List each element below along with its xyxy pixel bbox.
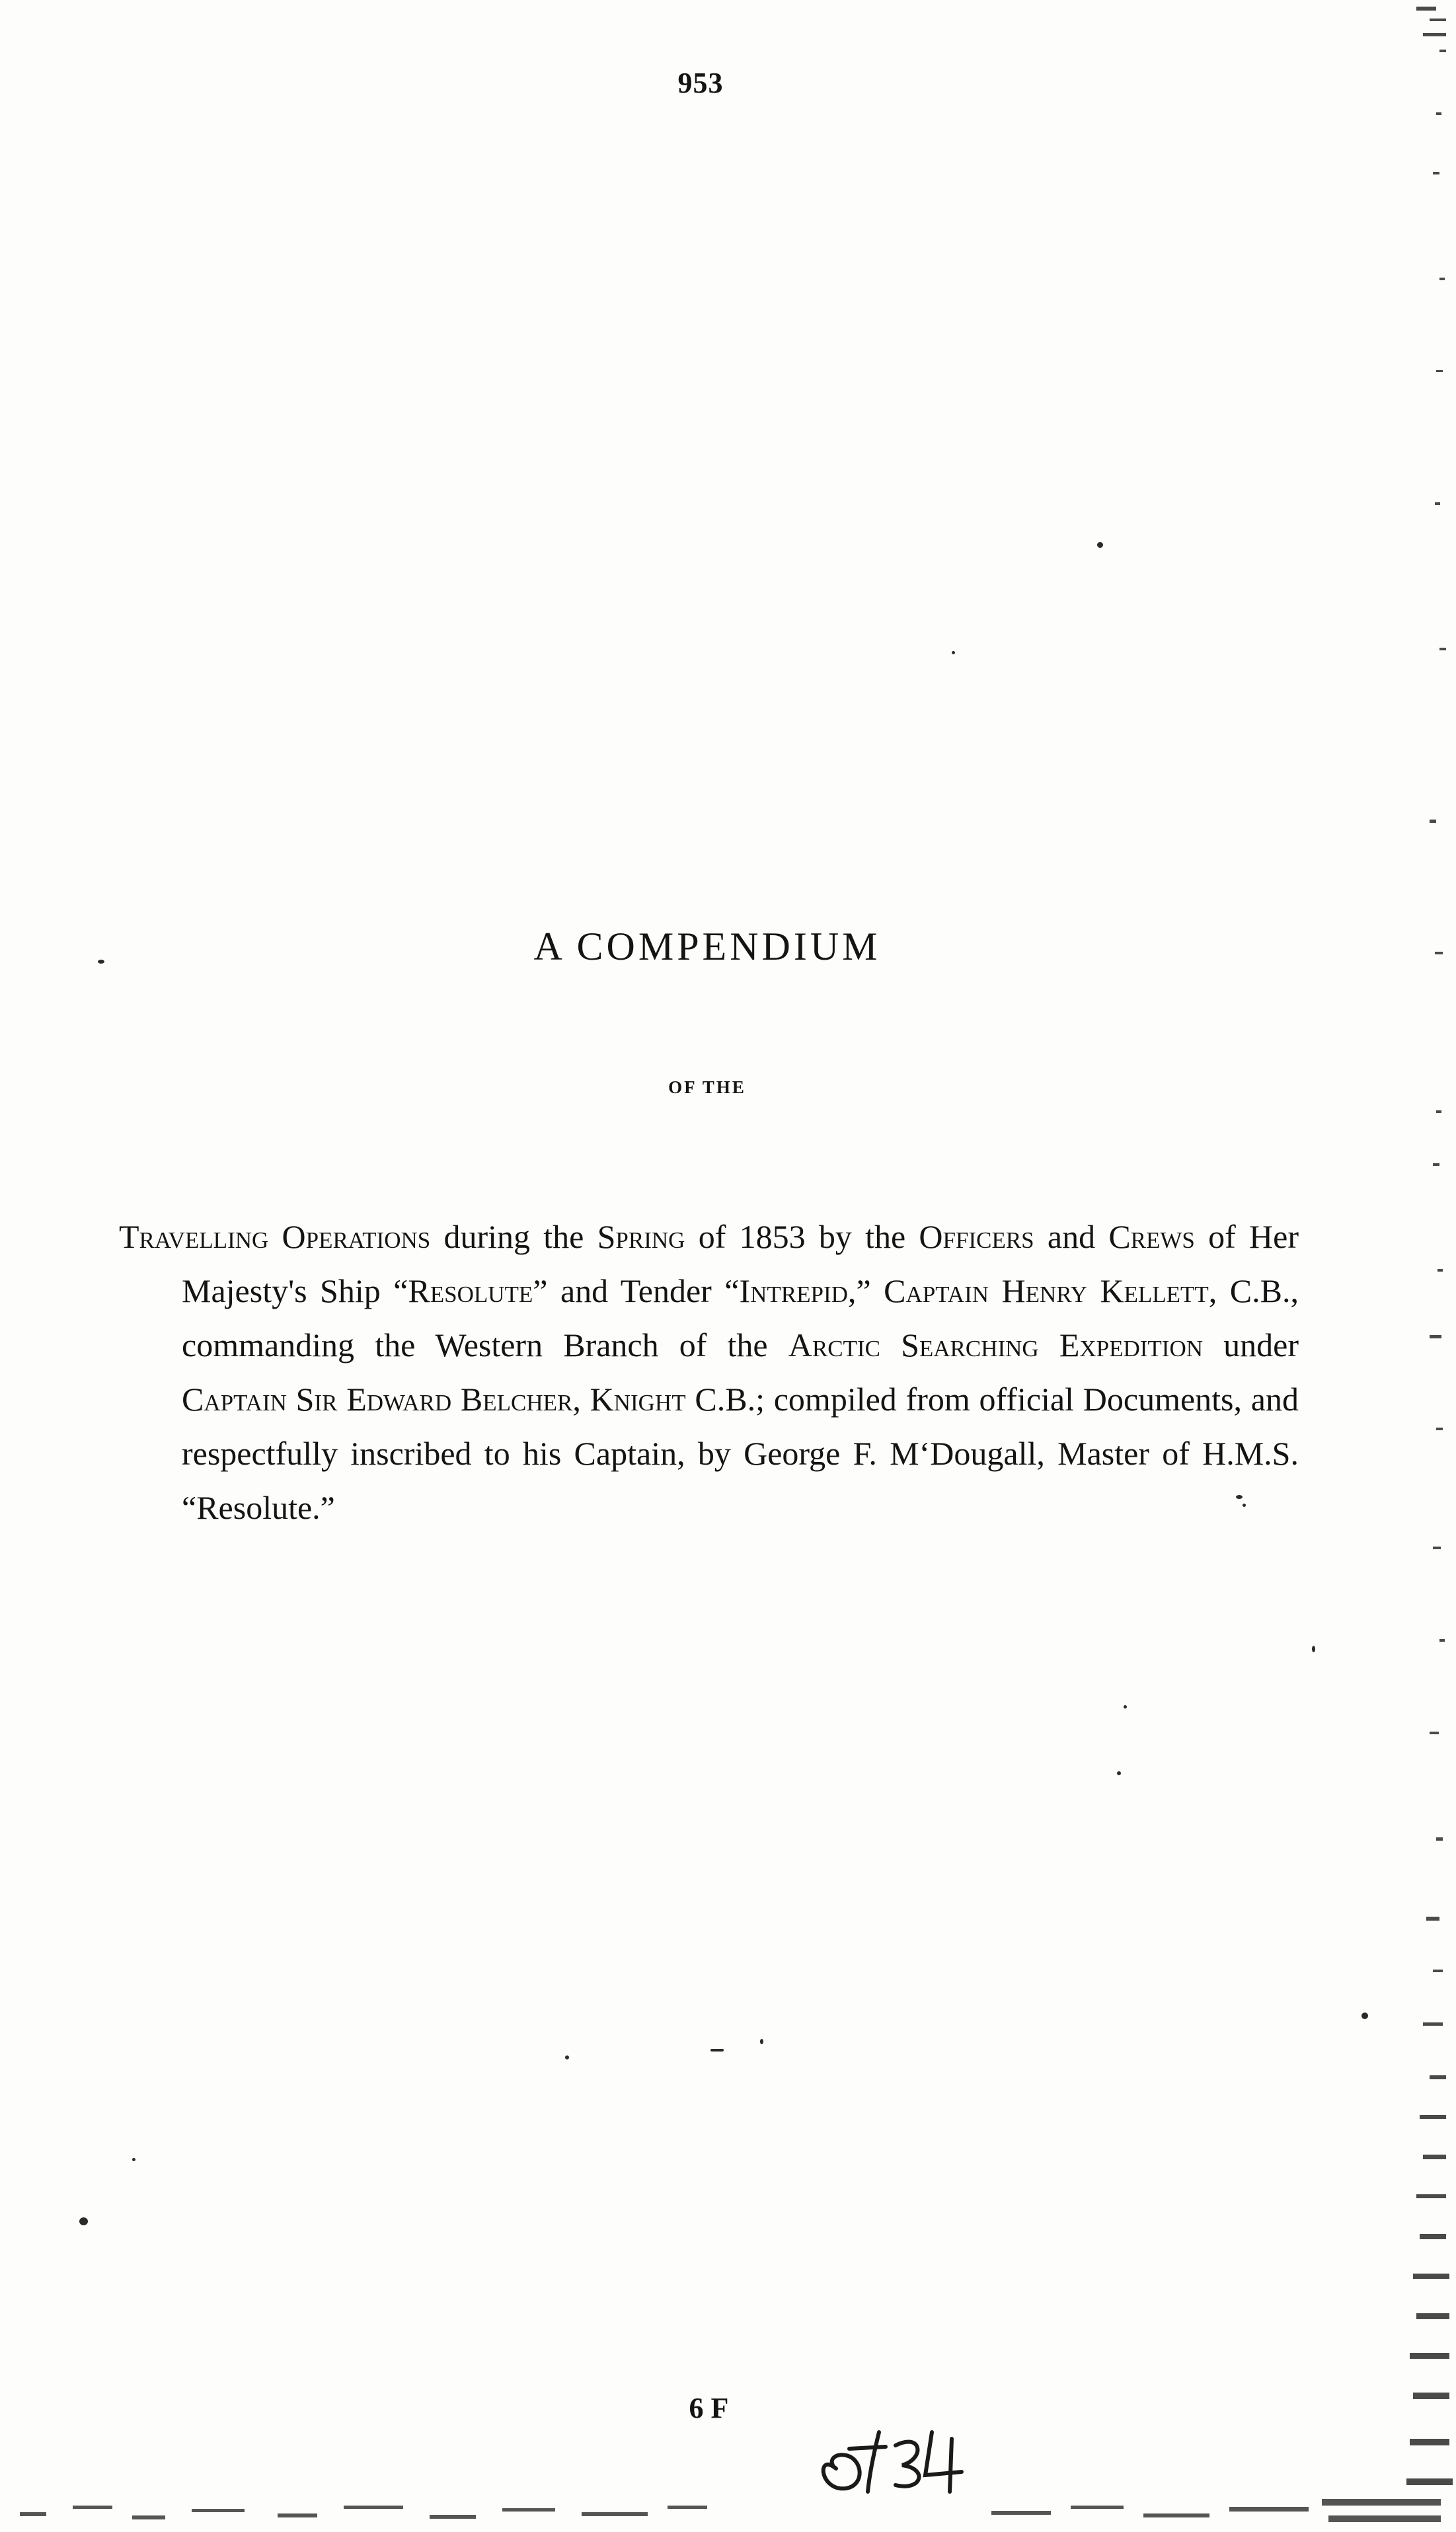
body-text-run: and [1034, 1218, 1109, 1255]
body-text-run: during the [430, 1218, 597, 1255]
scan-speck [1097, 542, 1103, 548]
scan-speck [132, 2158, 135, 2161]
scan-speck [98, 960, 104, 964]
scan-speck [79, 2217, 88, 2225]
scan-speck [952, 651, 955, 654]
scan-speck [1124, 1705, 1127, 1708]
small-caps-text: Intrepid, [739, 1272, 857, 1309]
body-text-run: ” [856, 1272, 884, 1309]
small-caps-text: Crews [1108, 1218, 1195, 1255]
page-title: A COMPENDIUM [533, 925, 881, 968]
small-caps-text: Resolute [408, 1272, 533, 1309]
scan-speck [1361, 2013, 1368, 2019]
subtitle-of-the: OF THE [668, 1077, 746, 1097]
small-caps-text: Captain Sir Edward Belcher, Knight [182, 1381, 686, 1418]
scan-speck [1236, 1495, 1243, 1499]
page-number: 953 [677, 67, 724, 99]
body-text-run: C.B., commanding the Western Branch of the [182, 1272, 1299, 1363]
scan-speck [710, 2049, 724, 2052]
small-caps-text: Captain Henry Kellett, [884, 1272, 1217, 1309]
body-text-run: of Her Majesty's Ship “ [182, 1218, 1299, 1309]
scan-speck [1243, 1504, 1246, 1507]
scanned-edge-noise [1403, 0, 1456, 2532]
scan-speck [760, 2039, 763, 2044]
body-text-run: ” and Tender “ [533, 1272, 740, 1309]
scan-speck [1117, 1771, 1121, 1775]
body-text-run: under [1203, 1326, 1299, 1363]
body-text-run: of 1853 by the [685, 1218, 919, 1255]
scanned-bottom-edge-noise [0, 2486, 1456, 2532]
small-caps-text: Spring [597, 1218, 685, 1255]
small-caps-text: Travelling Operations [119, 1218, 431, 1255]
printer-signature-mark: 6 F [689, 2392, 729, 2424]
small-caps-text: Officers [919, 1218, 1034, 1255]
title-description-paragraph [119, 1209, 1299, 1535]
scan-speck [565, 2055, 569, 2059]
small-caps-text: Arctic Searching Expedition [788, 1326, 1204, 1363]
scan-speck [1312, 1646, 1315, 1652]
body-text-run: C.B.; compiled from official Documents, and respectfully inscribed to his Captain, by George F. M‘Dougall, Master of H.M.S. “Resolute.” [182, 1381, 1299, 1526]
